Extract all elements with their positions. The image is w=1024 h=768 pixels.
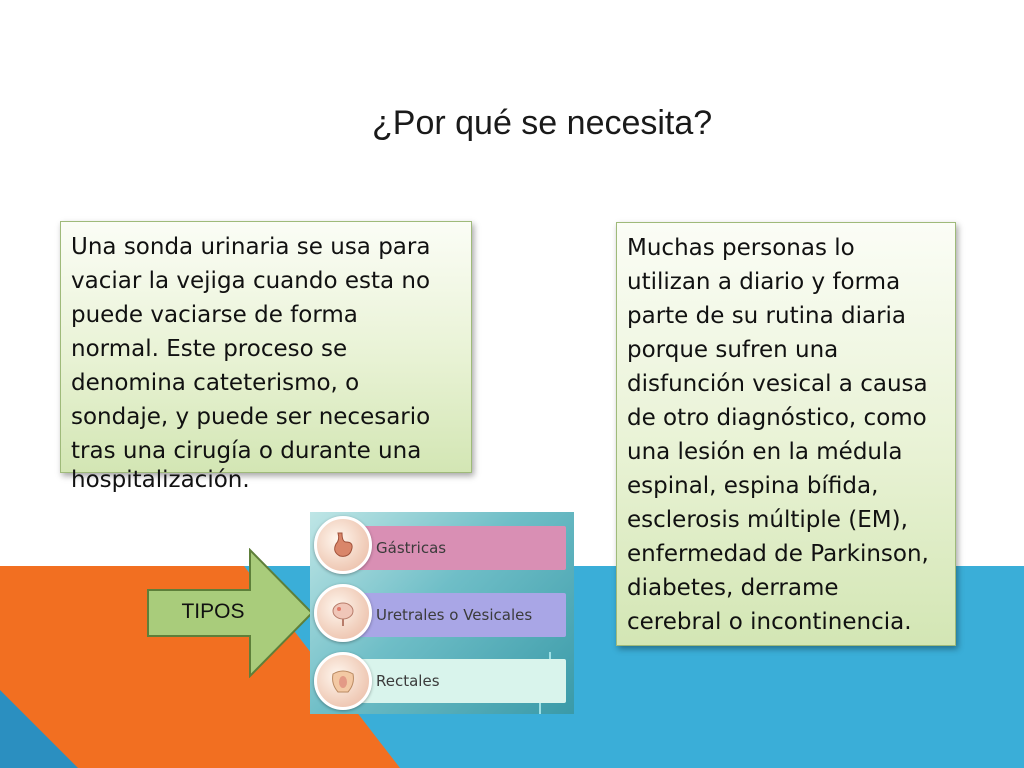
pelvis-icon: [314, 652, 372, 710]
right-box-line: una lesión en la médula: [627, 439, 903, 465]
right-box-line: disfunción vesical a causa: [627, 371, 928, 397]
left-box-line: puede vaciarse de forma: [71, 302, 358, 328]
right-box-line: Muchas personas lo: [627, 235, 855, 261]
type-label-uretrales: Uretrales o Vesicales: [376, 606, 533, 624]
types-graphic: [310, 512, 574, 714]
slide-title: ¿Por qué se necesita?: [372, 104, 713, 142]
right-box-line: enfermedad de Parkinson,: [627, 541, 929, 567]
bladder-icon: [314, 584, 372, 642]
left-box-line: normal. Este proceso se: [71, 336, 348, 362]
right-box-line: esclerosis múltiple (EM),: [627, 507, 908, 533]
right-box-line: de otro diagnóstico, como: [627, 405, 927, 431]
right-box-line: espinal, espina bífida,: [627, 473, 879, 499]
right-box-line: diabetes, derrame: [627, 575, 839, 601]
type-label-gastricas: Gástricas: [376, 539, 447, 557]
left-box-line: vaciar la vejiga cuando esta no: [71, 268, 431, 294]
stomach-icon: [314, 516, 372, 574]
left-box-line: Una sonda urinaria se usa para: [71, 234, 431, 260]
right-box-line: cerebral o incontinencia.: [627, 609, 912, 635]
left-box-line: denomina cateterismo, o: [71, 370, 360, 396]
left-text-box: [60, 221, 472, 473]
left-box-line: sondaje, y puede ser necesario: [71, 404, 431, 430]
right-box-line: utilizan a diario y forma: [627, 269, 901, 295]
tipos-label: TIPOS: [181, 600, 245, 623]
left-box-line: tras una cirugía o durante una: [71, 438, 422, 464]
right-box-line: porque sufren una: [627, 337, 839, 363]
right-box-line: parte de su rutina diaria: [627, 303, 907, 329]
left-box-overflow-line: hospitalización.: [71, 467, 250, 493]
type-label-rectales: Rectales: [376, 672, 440, 690]
right-text-box: [616, 222, 956, 646]
